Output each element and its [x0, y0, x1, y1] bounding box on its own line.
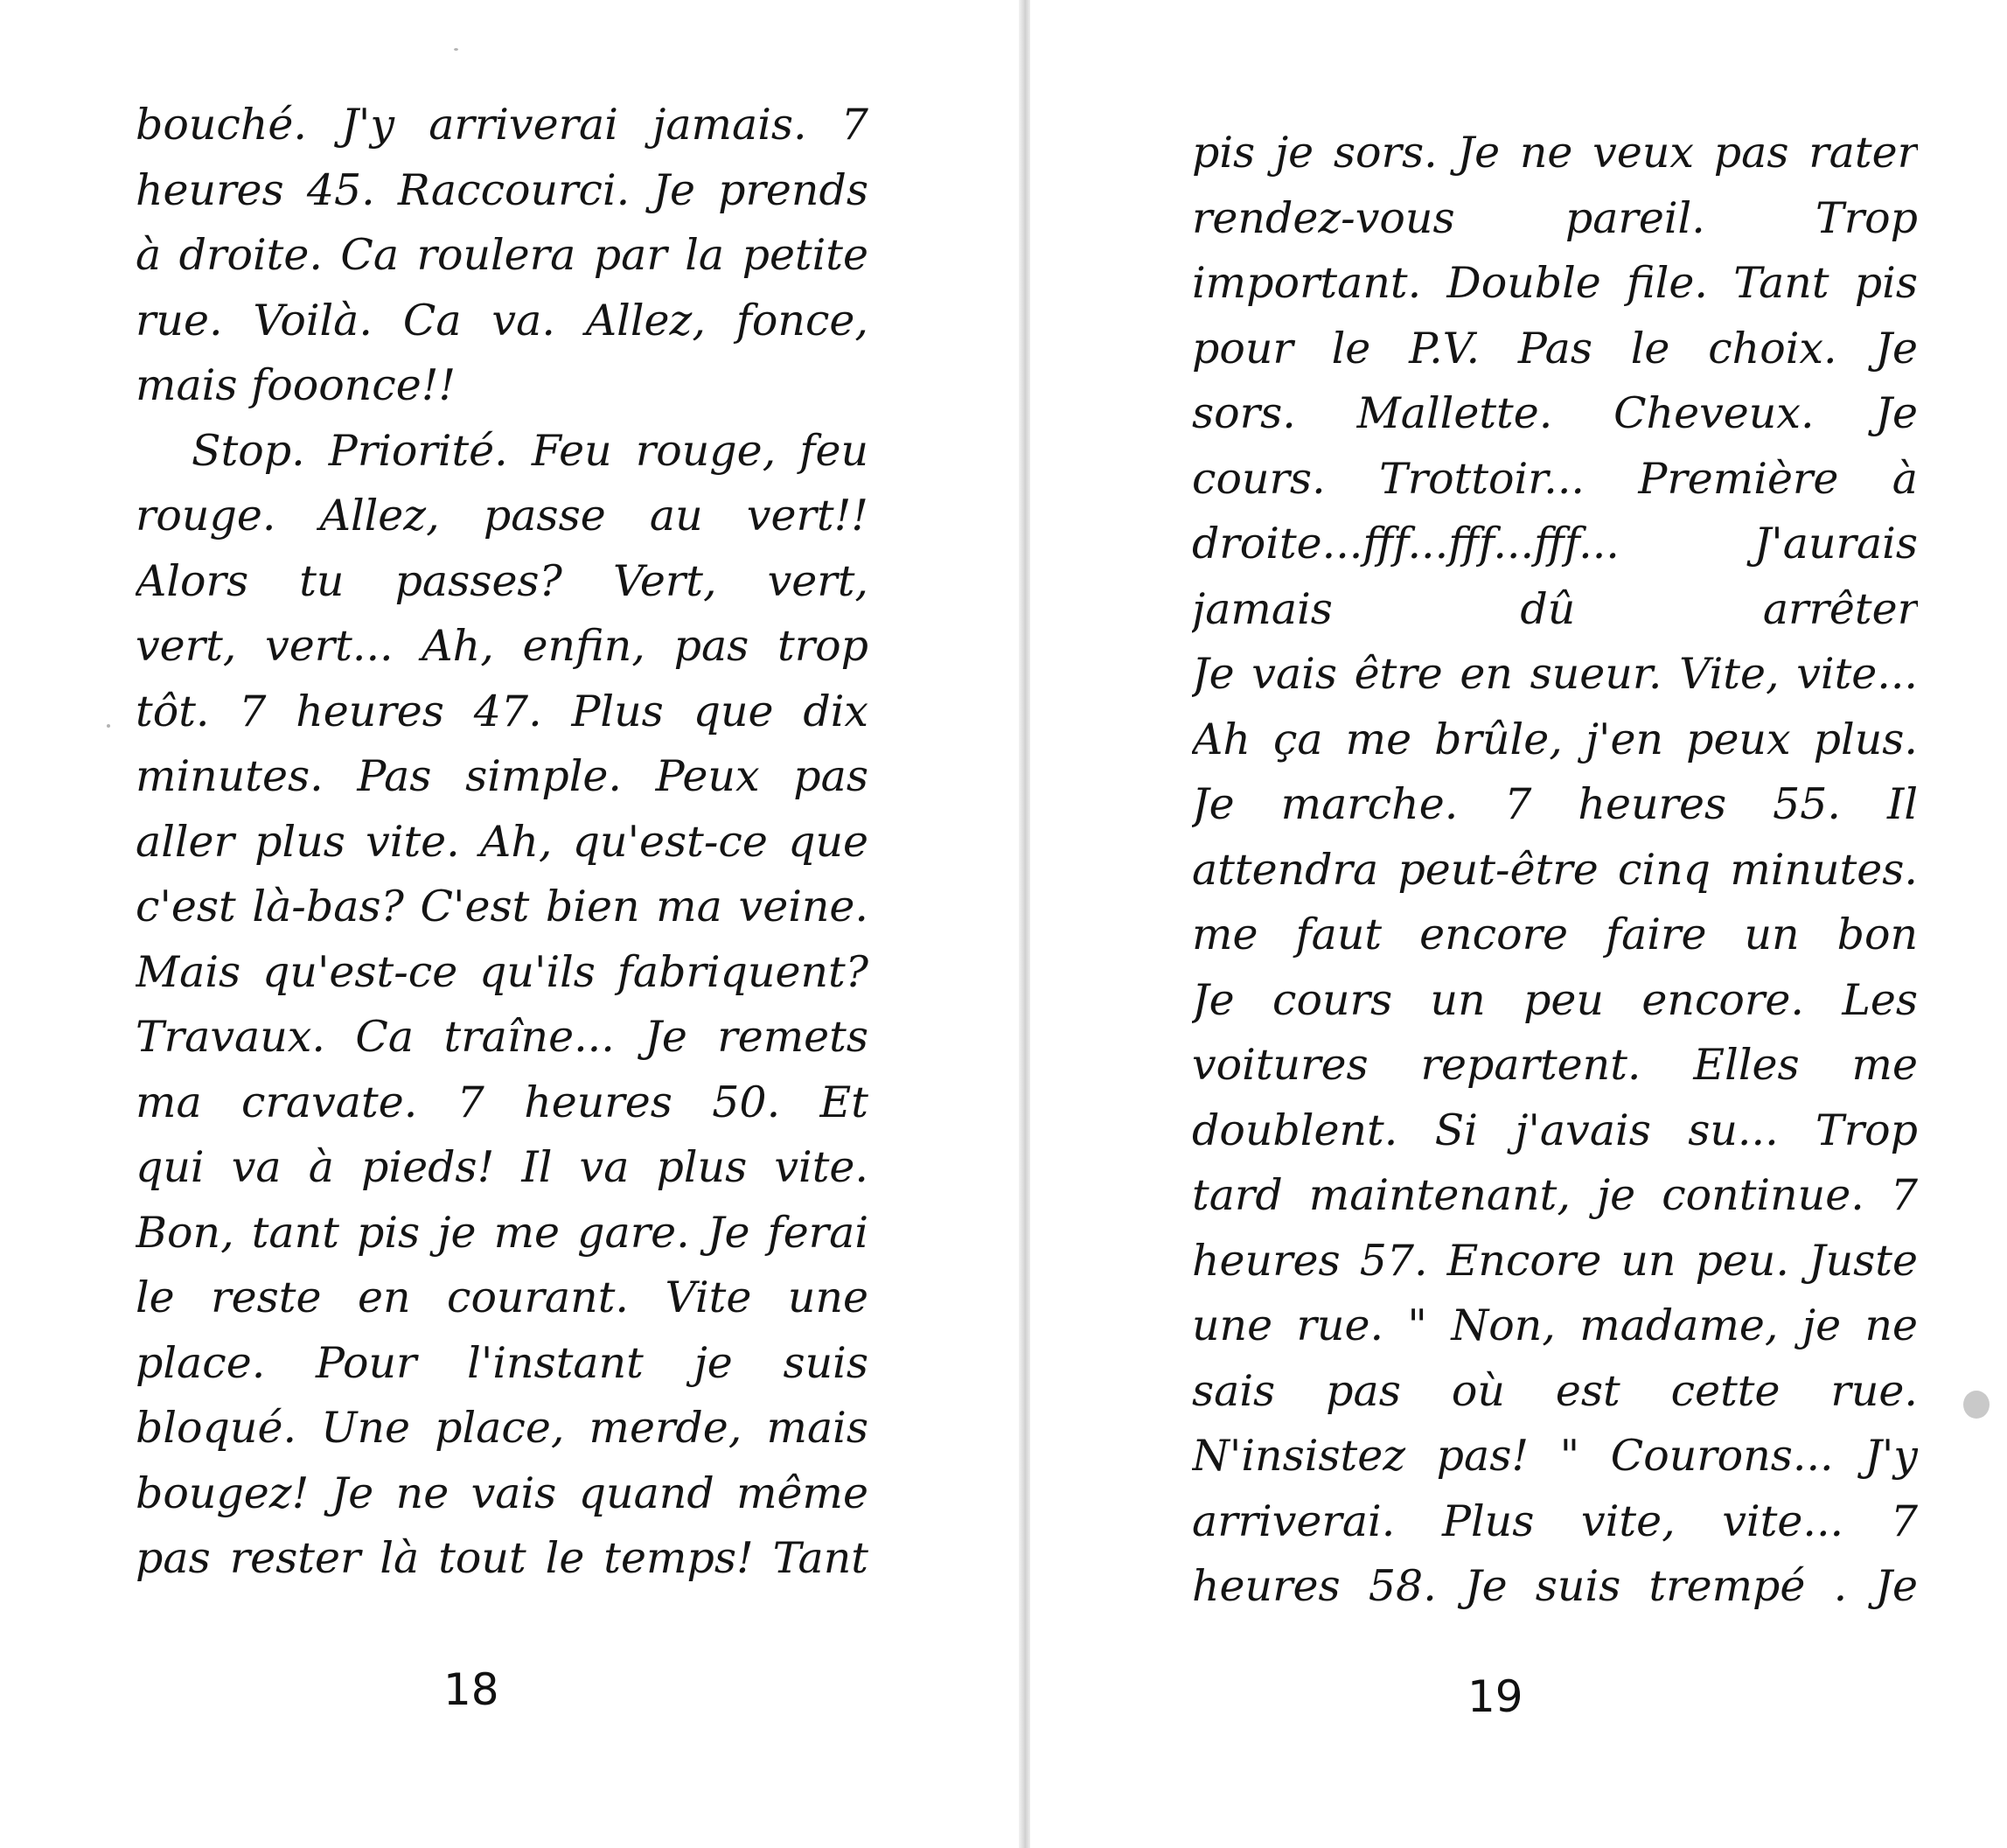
text-line: sors. Mallette. Cheveux. Je	[1192, 388, 1918, 438]
text-line: doublent. Si j'avais su... Trop	[1192, 1105, 1918, 1155]
text-line: voitures repartent. Elles me	[1192, 1040, 1918, 1090]
text-line: pour le P.V. Pas le choix. Je	[1192, 323, 1918, 373]
text-line: jamais dû arrêter	[1192, 583, 1918, 634]
text-line: Bon, tant pis je me gare. Je ferai	[136, 1207, 868, 1258]
text-line: le reste en courant. Vite une	[136, 1273, 868, 1322]
text-line: tôt. 7 heures 47. Plus que dix	[136, 686, 868, 736]
text-line: pis je sors. Je ne veux pas rater	[1192, 128, 1918, 178]
text-line: ma cravate. 7 heures 50. Et	[136, 1077, 868, 1127]
text-line: bloqué. Une place, merde, mais	[136, 1403, 868, 1453]
text-line: bougez! Je ne vais quand même	[136, 1468, 868, 1518]
text-line: à droite. Ca roulera par la petite	[136, 230, 868, 280]
text-line: attendra peut-être cinq minutes.	[1192, 844, 1918, 895]
text-line: rendez-vous pareil. Trop	[1192, 192, 1918, 243]
text-line: sais pas où est cette rue.	[1192, 1365, 1918, 1416]
text-line: Je vais être en sueur. Vite, vite...	[1192, 649, 1918, 699]
text-line: N'insistez pas! " Courons... J'y	[1192, 1431, 1918, 1481]
text-line: heures 58. Je suis trempé . Je	[1192, 1561, 1918, 1611]
text-line: arriverai. Plus vite, vite... 7	[1192, 1496, 1918, 1546]
text-line: Je marche. 7 heures 55. Il	[1192, 779, 1918, 829]
text-line: Travaux. Ca traîne... Je remets	[136, 1012, 868, 1062]
text-line: qui va à pieds! Il va plus vite.	[136, 1142, 868, 1192]
text-line: une rue. " Non, madame, je ne	[1192, 1301, 1918, 1350]
text-line: Alors tu passes? Vert, vert,	[136, 555, 868, 606]
text-line: me faut encore faire un bon	[1192, 910, 1918, 959]
text-line: aller plus vite. Ah, qu'est-ce que	[136, 816, 868, 867]
text-line: Mais qu'est-ce qu'ils fabriquent?	[136, 946, 868, 997]
paper-speck	[107, 724, 110, 728]
right-page	[1030, 0, 2007, 1848]
book-gutter	[1019, 0, 1030, 1848]
text-line: pas rester là tout le temps! Tant	[136, 1533, 868, 1583]
text-line: rue. Voilà. Ca va. Allez, fonce,	[136, 295, 868, 345]
text-line: tard maintenant, je continue. 7	[1192, 1170, 1918, 1220]
page-number-left: 18	[443, 1664, 499, 1715]
text-line: droite...fff...fff...fff... J'aurais	[1192, 519, 1918, 568]
paper-speck	[1963, 1391, 1990, 1419]
text-line: heures 57. Encore un peu. Juste	[1192, 1235, 1918, 1286]
text-line: Je cours un peu encore. Les	[1192, 974, 1918, 1025]
page-number-right: 19	[1467, 1671, 1523, 1722]
text-line: rouge. Allez, passe au vert!!	[136, 491, 868, 540]
text-line: c'est là-bas? C'est bien ma veine.	[136, 882, 868, 931]
text-line: mais fooonce!!	[136, 360, 456, 410]
text-line: place. Pour l'instant je suis	[136, 1337, 868, 1388]
right-page-text	[1192, 121, 1918, 1620]
text-line: heures 45. Raccourci. Je prends	[136, 164, 868, 215]
text-line: important. Double file. Tant pis	[1192, 258, 1918, 308]
text-line: Ah ça me brûle, j'en peux plus.	[1192, 714, 1918, 764]
text-line: bouché. J'y arriverai jamais. 7	[136, 100, 868, 150]
text-line: cours. Trottoir... Première à	[1192, 453, 1918, 504]
text-line: vert, vert... Ah, enfin, pas trop	[136, 621, 868, 671]
text-line: minutes. Pas simple. Peux pas	[136, 751, 868, 801]
paper-speck	[454, 48, 458, 51]
left-page-text	[136, 93, 868, 1592]
text-line: Stop. Priorité. Feu rouge, feu	[192, 425, 868, 476]
